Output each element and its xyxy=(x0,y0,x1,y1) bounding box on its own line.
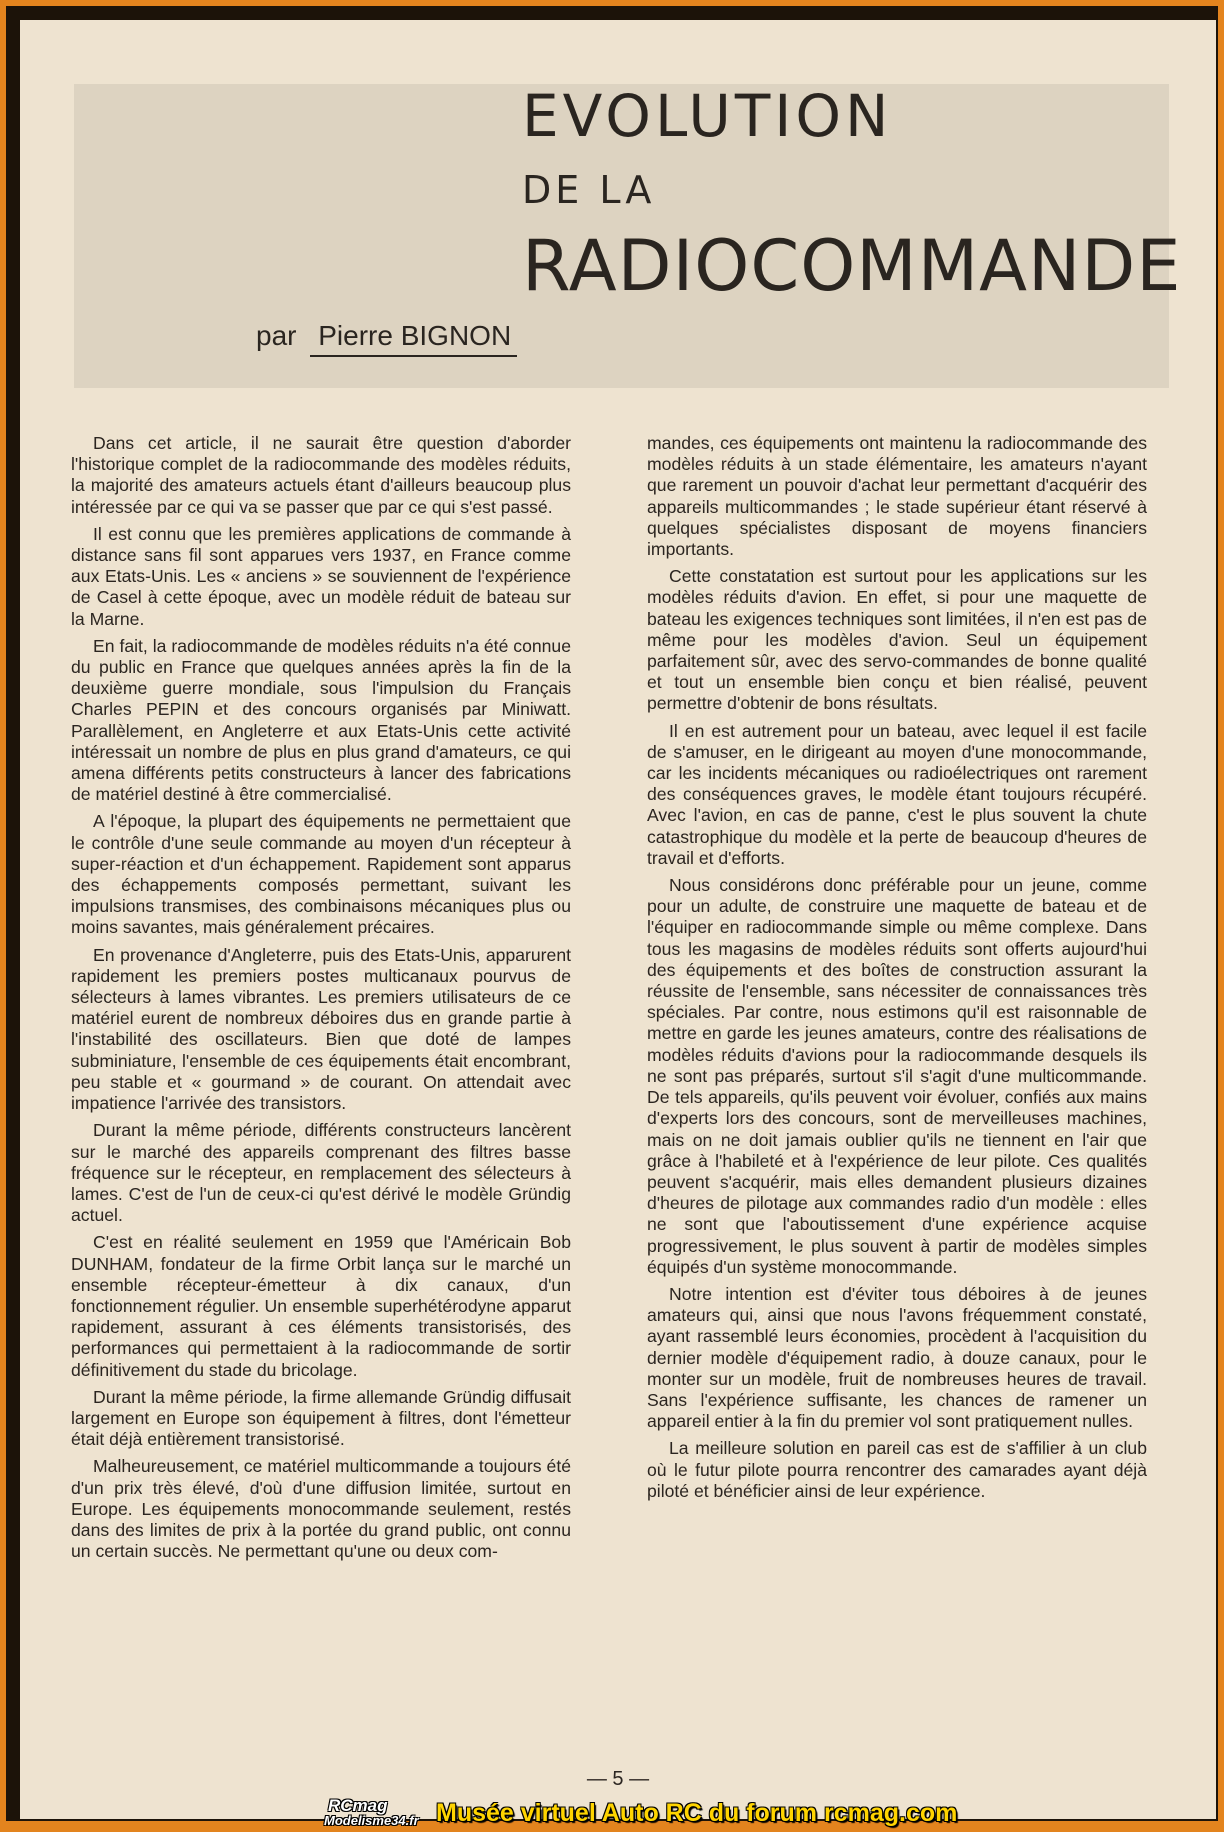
paragraph: C'est en réalité seulement en 1959 que l'Américain Bob DUNHAM, fondateur de la firme Orbit lança sur le marché un ensemble récepteur-émetteur à dix canaux, d'un fonctionnement régulier. Un ensemble superhétérodyne apparut rapidement, assurant à ces éléments transistorisés, des performances qui permettaient à la radiocommande de sortir définitivement du stade du bricolage. xyxy=(71,1232,571,1380)
rcmag-logo xyxy=(324,1796,430,1830)
paragraph: Il en est autrement pour un bateau, avec lequel il est facile de s'amuser, en le dirigeant au moyen d'une monocommande, car les incidents mécaniques ou radioélectriques ont rarement des conséquences graves, le modèle étant toujours récupéré. Avec l'avion, en cas de panne, c'est le plus souvent la chute catastrophique du modèle et la perte de beaucoup d'heures de travail et d'efforts. xyxy=(647,720,1147,868)
article-column-left xyxy=(71,433,571,1568)
byline xyxy=(256,320,517,357)
paragraph: En fait, la radiocommande de modèles réduits n'a été connue du public en France que quelques années après la fin de la deuxième guerre mondiale, sous l'impulsion du Français Charles PEPIN et des concours organisés par Miniwatt. Parallèlement, en Angleterre et aux Etats-Unis cette activité intéressait un nombre de plus en plus grand d'amateurs, ce qui amena différents petits constructeurs à lancer des fabrications de matériel destiné à être commercialisé. xyxy=(71,635,571,805)
paragraph: Notre intention est d'éviter tous déboires à de jeunes amateurs qui, ainsi que nous l'avons fréquemment constaté, ayant rassemblé leurs économies, procèdent à l'acquisition du dernier modèle d'équipement radio, à douze canaux, pour le monter sur un modèle, fruit de nombreuses heures de travail. Sans l'expérience suffisante, les chances de ramener un appareil entier à la fin du premier vol sont pratiquement nulles. xyxy=(647,1283,1147,1432)
paragraph: Dans cet article, il ne saurait être question d'aborder l'historique complet de la radiocommande des modèles réduits, la majorité des amateurs actuels étant d'ailleurs beaucoup plus intéressée par ce qui va se passer que par ce qui s'est passé. xyxy=(71,433,571,517)
title-line-radiocommande: RADIOCOMMANDE xyxy=(522,225,1182,307)
title-line-evolution: EVOLUTION xyxy=(522,82,893,150)
paragraph-continued: mandes, ces équipements ont maintenu la radiocommande des modèles réduits à un stade élémentaire, les amateurs n'ayant que rarement un pouvoir d'achat leur permettant d'acquérir des appareils multicommandes ; le stade supérieur étant réservé à quelques spécialistes disposant de moyens financiers importants. xyxy=(647,433,1147,560)
logo-line-2: Modelisme34.fr xyxy=(324,1813,419,1828)
page-frame xyxy=(6,6,1218,1828)
byline-author: Pierre BIGNON xyxy=(310,320,517,357)
paragraph: Durant la même période, différents constructeurs lancèrent sur le marché des appareils comprenant des filtres basse fréquence sur le récepteur, en remplacement des sélecteurs à lames. C'est de l'un de ceux-ci qu'est dérivé le modèle Gründig actuel. xyxy=(71,1120,571,1226)
museum-banner-text: Musée virtuel Auto RC du forum rcmag.com xyxy=(436,1798,958,1827)
paragraph: Durant la même période, la firme allemande Gründig diffusait largement en Europe son équipement à filtres, dont l'émetteur était déjà entièrement transistorisé. xyxy=(71,1386,571,1450)
paragraph: Cette constatation est surtout pour les applications sur les modèles réduits d'avion. En effet, si pour une maquette de bateau les exigences techniques sont limitées, il n'en est pas de même pour les modèles d'avion. Seul un équipement parfaitement sûr, avec des servo-commandes de bonne qualité et tout un ensemble bien conçu et bien réalisé, peuvent permettre d'obtenir de bons résultats. xyxy=(647,566,1147,714)
paragraph: Il est connu que les premières applications de commande à distance sans fil sont apparues vers 1937, en France comme aux Etats-Unis. Les « anciens » se souviennent de l'expérience de Casel à cette époque, avec un modèle réduit de bateau sur la Marne. xyxy=(71,523,571,629)
title-line-de-la: DE LA xyxy=(522,168,656,212)
paragraph: Malheureusement, ce matériel multicommande a toujours été d'un prix très élevé, d'où d'une diffusion limitée, surtout en Europe. Les équipements monocommande seulement, restés dans des limites de prix à la portée du grand public, ont connu un certain succès. Ne permettant qu'une ou deux com- xyxy=(71,1456,571,1562)
page-number: — 5 — xyxy=(586,1768,650,1790)
footer-banner xyxy=(324,1794,957,1832)
paragraph: La meilleure solution en pareil cas est de s'affilier à un club où le futur pilote pourra rencontrer des camarades ayant déjà piloté et bénéficier ainsi de leur expérience. xyxy=(647,1438,1147,1501)
paragraph: A l'époque, la plupart des équipements ne permettaient que le contrôle d'une seule commande au moyen d'un récepteur à super-réaction et d'un échappement. Rapidement sont apparus des échappements composés permettant, suivant les impulsions transmises, des combinaisons mécaniques plus ou moins savantes, mais généralement précaires. xyxy=(71,811,571,938)
article-column-right xyxy=(647,433,1147,1508)
byline-prefix: par xyxy=(256,320,297,351)
paragraph: Nous considérons donc préférable pour un jeune, comme pour un adulte, de construire une maquette de bateau et de l'équiper en radiocommande simple ou même complexe. Dans tous les magasins de modèles réduits sont offerts aujourd'hui des équipements et des boîtes de construction assurant la réussite de l'ensemble, sans nécessiter de connaissances très spéciales. Par contre, nous estimons qu'il est raisonnable de mettre en garde les jeunes amateurs, contre des réalisations de modèles réduits d'avions pour la radiocommande desquels ils ne sont pas préparés, surtout s'il s'agit d'une multicommande. De tels appareils, qu'ils peuvent voir évoluer, confiés aux mains d'experts lors des concours, sont de merveilleuses machines, mais on ne doit jamais oublier qu'ils ne tiennent en l'air que grâce à l'habileté et à l'expérience de leur pilote. Ces qualités peuvent s'acquérir, mais elles demandent plusieurs dizaines d'heures de pilotage aux commandes radio d'un modèle : elles ne sont que l'aboutissement d'une expérience acquise progressivement, le plus souvent à partir de modèles simples équipés d'un système monocommande. xyxy=(647,875,1147,1277)
paragraph: En provenance d'Angleterre, puis des Etats-Unis, apparurent rapidement les premiers postes multicanaux pourvus de sélecteurs à lames vibrantes. Les premiers utilisateurs de ce matériel eurent de nombreux déboires dus en grande partie à l'instabilité des oscillateurs. Bien que doté de lampes subminiature, l'ensemble de ces équipements était encombrant, peu stable et « gourmand » de courant. On attendait avec impatience l'arrivée des transistors. xyxy=(71,944,571,1114)
logo-line-1: RCmag xyxy=(328,1796,388,1815)
magazine-page xyxy=(20,20,1216,1828)
